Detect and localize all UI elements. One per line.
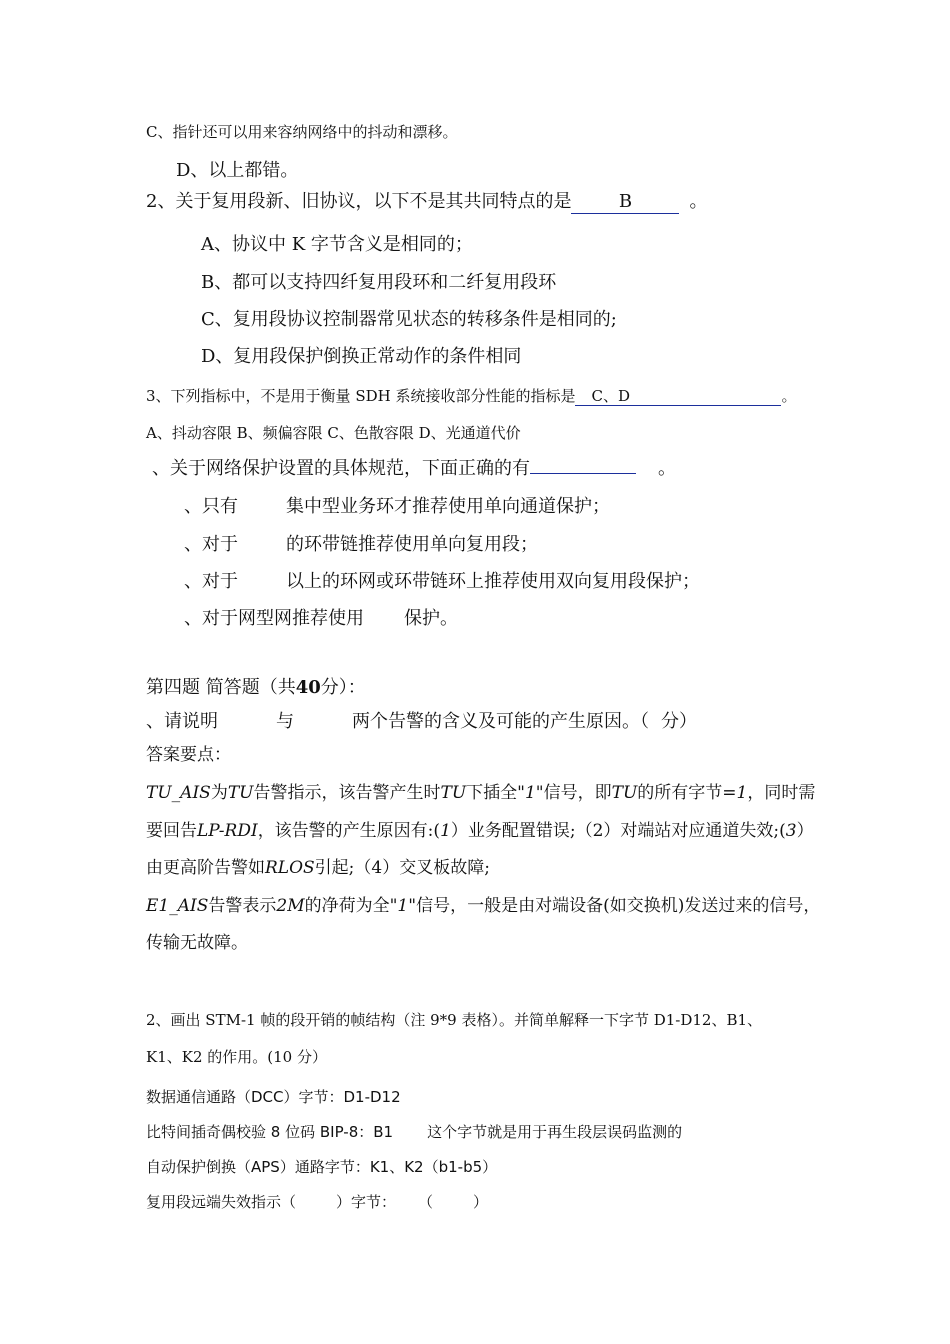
section4-title-text: 第四题 简答题（共 bbox=[146, 677, 296, 698]
sq1-key-points: 答案要点： bbox=[146, 745, 231, 765]
q2-stem bbox=[146, 191, 707, 214]
text-span: 要回告 bbox=[146, 821, 197, 841]
number: 3 bbox=[785, 821, 797, 841]
sq2-answer-rdi-label: 复用段远端失效指示（ bbox=[146, 1193, 297, 1211]
text-span: 信号，即 bbox=[543, 783, 612, 803]
sq1-p2-line1 bbox=[146, 896, 820, 916]
sq1-p1-line1 bbox=[146, 783, 815, 803]
text-span: 告警指示，该告警产生时 bbox=[253, 783, 441, 803]
q4-option-2-text: 的环带链推荐使用单向复用段； bbox=[286, 534, 538, 555]
q4-option-3 bbox=[184, 571, 700, 593]
q2-option-b: B、都可以支持四纤复用段环和二纤复用段环 bbox=[201, 272, 557, 293]
section4-title-end: 分）： bbox=[320, 677, 366, 698]
sq2-stem-line2: K1、K2 的作用。(10 分） bbox=[146, 1048, 327, 1066]
rlos-term: RLOS bbox=[265, 858, 315, 878]
tu-term: TU bbox=[611, 783, 638, 803]
tu-term: TU bbox=[227, 783, 254, 803]
sq2-answer-b1-label: 比特间插奇偶校验 8 位码 BIP-8：B1 bbox=[146, 1123, 394, 1141]
sq1-stem-d: 分） bbox=[661, 711, 697, 732]
sq1-p1-line2 bbox=[146, 821, 814, 841]
sq2-answer-b1 bbox=[146, 1123, 682, 1141]
q4-option-3-prefix: 、对于 bbox=[184, 571, 238, 592]
q3-stem bbox=[146, 387, 796, 406]
text-span: ）业务配置错误;（2）对端站对应通道失效;( bbox=[450, 821, 786, 841]
q4-option-1-prefix: 、只有 bbox=[184, 496, 238, 517]
sq1-p2-line2: 传输无故障。 bbox=[146, 933, 248, 953]
q3-options: A、抖动容限 B、频偏容限 C、色散容限 D、光通道代价 bbox=[146, 424, 521, 442]
q4-option-2 bbox=[184, 534, 538, 556]
section4-title bbox=[146, 677, 366, 699]
q1-option-c: C、指针还可以用来容纳网络中的抖动和漂移。 bbox=[146, 123, 458, 141]
text-span: 为 bbox=[210, 783, 228, 803]
text-span: 由更高阶告警如 bbox=[146, 858, 265, 878]
all-ones: "1" bbox=[389, 896, 417, 916]
sq1-stem-a: 、请说明 bbox=[146, 711, 218, 732]
q4-option-2-prefix: 、对于 bbox=[184, 534, 238, 555]
q4-option-1-text: 集中型业务环才推荐使用单向通道保护； bbox=[286, 496, 610, 517]
section4-points: 40 bbox=[295, 677, 321, 698]
text-span: 下插全 bbox=[466, 783, 518, 803]
text-span: 引起;（4）交叉板故障; bbox=[314, 858, 490, 878]
sq2-answer-aps: 自动保护倒换（APS）通路字节：K1、K2（b1-b5） bbox=[146, 1158, 498, 1176]
q2-stem-text: 2、关于复用段新、旧协议，以下不是其共同特点的是 bbox=[146, 191, 572, 212]
2m-term: 2M bbox=[276, 896, 305, 916]
q4-stem-end: 。 bbox=[658, 458, 676, 479]
e1-ais-term: E1_AIS bbox=[146, 896, 209, 916]
all-ones: "1" bbox=[517, 783, 544, 803]
sq1-p1-line3 bbox=[146, 858, 490, 878]
q3-answer-blank: C、D bbox=[575, 387, 781, 406]
q4-option-1 bbox=[184, 496, 610, 518]
number: 1 bbox=[440, 821, 451, 841]
sq1-stem bbox=[146, 711, 697, 733]
q2-stem-end: 。 bbox=[689, 191, 708, 212]
sq2-stem-line1: 2、画出 STM-1 帧的段开销的帧结构（注 9*9 表格）。并简单解释一下字节 D1-D12、B1、 bbox=[146, 1011, 763, 1029]
text-span: 的所有字节 bbox=[637, 783, 723, 803]
text-span: 的净荷为全 bbox=[304, 896, 390, 916]
equals-one: =1 bbox=[722, 783, 748, 803]
q4-answer-blank bbox=[530, 473, 636, 474]
q3-stem-end: 。 bbox=[781, 387, 797, 405]
q3-stem-text: 3、下列指标中，不是用于衡量 SDH 系统接收部分性能的指标是 bbox=[146, 387, 576, 405]
q4-stem-text: 、关于网络保护设置的具体规范，下面正确的有 bbox=[152, 458, 530, 479]
q2-option-a: A、协议中 K 字节含义是相同的； bbox=[201, 234, 473, 255]
sq2-answer-dcc: 数据通信通路（DCC）字节：D1-D12 bbox=[146, 1088, 401, 1106]
text-span: ，该告警的产生原因有:( bbox=[257, 821, 441, 841]
q4-option-3-text: 以上的环网或环带链环上推荐使用双向复用段保护； bbox=[286, 571, 700, 592]
text-span: 信号，一般是由对端设备(如交换机)发送过来的信号， bbox=[416, 896, 821, 916]
text-span: ） bbox=[796, 821, 814, 841]
q2-option-d: D、复用段保护倒换正常动作的条件相同 bbox=[201, 346, 522, 367]
sq2-answer-rdi bbox=[146, 1193, 488, 1211]
q1-option-d: D、以上都错。 bbox=[176, 160, 299, 181]
sq1-stem-b: 与 bbox=[276, 711, 294, 732]
q4-option-4-prefix: 、对于网型网推荐使用 bbox=[184, 608, 364, 629]
text-span: ，同时需 bbox=[747, 783, 816, 803]
lp-rdi-term: LP-RDI bbox=[197, 821, 258, 841]
sq2-answer-rdi-open: （ bbox=[418, 1193, 434, 1211]
sq2-answer-rdi-close: ） bbox=[473, 1193, 489, 1211]
q4-option-4 bbox=[184, 608, 458, 630]
tu-term: TU bbox=[440, 783, 467, 803]
sq2-answer-rdi-mid: ）字节： bbox=[336, 1193, 397, 1211]
q4-option-4-text: 保护。 bbox=[404, 608, 458, 629]
text-span: 告警表示 bbox=[208, 896, 277, 916]
sq1-stem-c: 两个告警的含义及可能的产生原因。（ bbox=[352, 711, 649, 732]
q2-option-c: C、复用段协议控制器常见状态的转移条件是相同的; bbox=[201, 309, 617, 330]
q2-answer-blank: B bbox=[571, 191, 679, 214]
sq2-answer-b1-desc: 这个字节就是用于再生段层误码监测的 bbox=[427, 1123, 683, 1141]
q4-stem bbox=[152, 458, 676, 480]
tu-ais-term: TU_AIS bbox=[146, 783, 211, 803]
